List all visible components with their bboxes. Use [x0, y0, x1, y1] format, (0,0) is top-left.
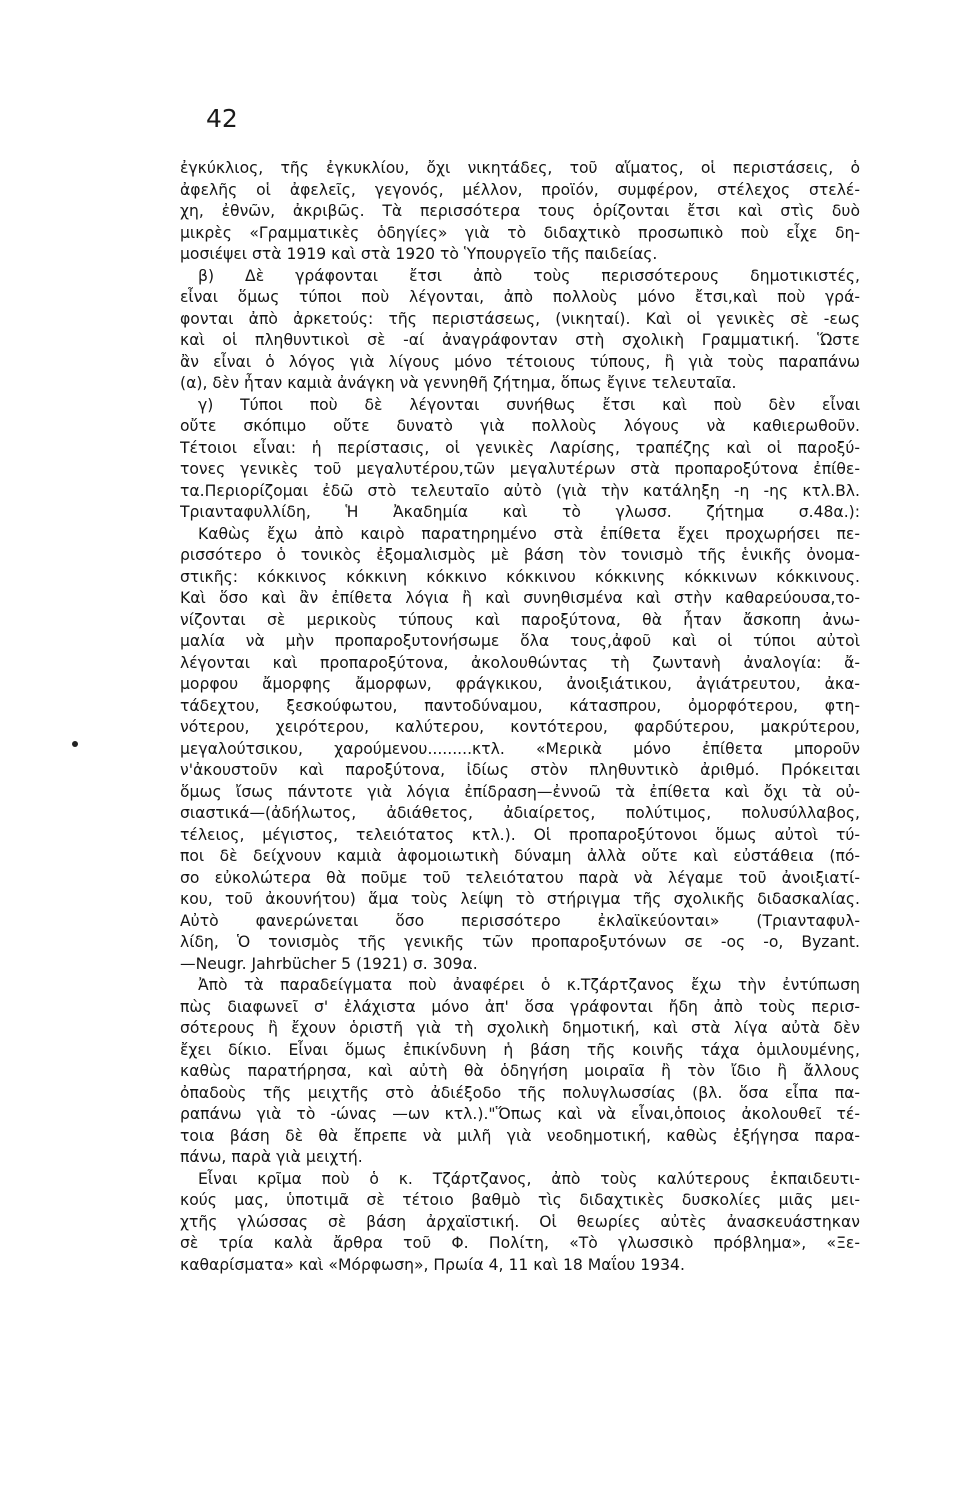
text-line: κου, τοῦ ἀκουνήτου) ἅμα τοὺς λείψη τὸ στήριγμα τῆς σχολικῆς διδασκαλίας. [180, 890, 860, 908]
text-line: νίζονται σὲ μερικοὺς τύπους καὶ παροξύτονα, θὰ ἦταν ἄσκοπη ἀνω- [180, 610, 860, 629]
text-line: ν'ἀκουστοῦν καὶ παροξύτονα, ἰδίως στὸν πληθυντικὸ ἀριθμό. Πρόκειται [180, 761, 860, 779]
text-line: β) Δὲ γράφονται ἔτσι ἀπὸ τοὺς περισσότερους δημοτικιστές, [198, 266, 860, 285]
text-line: ἀφελῆς οἱ ἀφελεῖς, γεγονός, μέλλον, προϊόν, συμφέρον, στέλεχος στελέ- [180, 180, 860, 199]
text-line: λίδη, Ὁ τονισμὸς τῆς γενικῆς τῶν προπαροξυτόνων σε -ος -ο, Byzant. [180, 933, 860, 951]
text-line: στικῆς: κόκκινος κόκκινη κόκκινο κόκκινου κόκκινης κόκκινων κόκκινους. [180, 567, 860, 586]
text-line: γ) Τύποι ποὺ δὲ λέγονται συνήθως ἔτσι καὶ ποὺ δὲν εἶναι [198, 395, 860, 414]
body-text [180, 158, 860, 1276]
text-line: σὲ τρία καλὰ ἄρθρα τοῦ Φ. Πολίτη, «Τὸ γλωσσικὸ πρόβλημα», «Ξε- [180, 1234, 860, 1252]
text-line: ἐγκύκλιος, τῆς ἐγκυκλίου, ὄχι νικητάδες, τοῦ αἵματος, οἱ περιστάσεις, ὁ [180, 159, 860, 177]
text-line: καὶ οἱ πληθυντικοὶ σὲ -αί ἀναγράφονταν στὴ σχολικὴ Γραμματική. Ὥστε [180, 331, 860, 349]
text-line: —Neugr. Jahrbücher 5 (1921) σ. 309α. [180, 954, 478, 973]
text-line: φονται ἀπὸ ἀρκετούς: τῆς περιστάσεως, (νικηταί). Καὶ οἱ γενικὲς σὲ -εως [180, 309, 860, 328]
text-line: σο εὐκολώτερα θὰ ποῦμε τοῦ τελειότατου παρὰ νὰ λέγαμε τοῦ ἀνοιξιατί- [180, 868, 860, 887]
text-line: Καὶ ὅσο καὶ ἂν ἐπίθετα λόγια ἢ καὶ συνηθισμένα καὶ στὴν καθαρεύουσα,το- [180, 589, 860, 607]
text-line: ἔχει δίκιο. Εἶναι ὅμως ἐπικίνδυνη ἡ βάση τῆς κοινῆς τάχα ὁμιλουμένης, [180, 1040, 860, 1059]
text-line: καθαρίσματα» καὶ «Μόρφωση», Πρωία 4, 11 καὶ 18 Μαΐου 1934. [180, 1255, 685, 1274]
text-line: σιαστικά—(ἀδήλωτος, ἀδιάθετος, ἀδιαίρετος, πολύτιμος, πολυσύλλαβος, [180, 804, 860, 822]
text-line: ποι δὲ δείχνουν καμιὰ ἀφομοιωτικὴ δύναμη ἀλλὰ οὔτε καὶ εὐστάθεια (πό- [180, 847, 860, 865]
margin-mark [72, 741, 78, 747]
text-line: μοσιέψει στὰ 1919 καὶ στὰ 1920 τὸ Ὑπουργεῖο τῆς παιδείας. [180, 245, 658, 263]
text-line: τάδεχτου, ξεσκούφωτου, παντοδύναμου, κάτασπρου, ὀμορφότερου, φτη- [180, 696, 860, 715]
text-line: Αὐτὸ φανερώνεται ὅσο περισσότερο ἐκλαϊκεύονται» (Τριανταφυλ- [180, 911, 860, 930]
text-line: χτῆς γλώσσας σὲ βάση ἀρχαϊστική. Οἱ θεωρίες αὐτὲς ἀνασκευάστηκαν [180, 1212, 860, 1231]
text-line: λέγονται καὶ προπαροξύτονα, ἀκολουθώντας τὴ ζωντανὴ ἀναλογία: ἄ- [180, 653, 860, 672]
text-line: νότερου, χειρότερου, καλύτερου, κοντότερου, φαρδύτερου, μακρύτερου, [180, 718, 860, 736]
text-line: τονες γενικὲς τοῦ μεγαλυτέρου,τῶν μεγαλυτέρων στὰ προπαροξύτονα ἐπίθε- [180, 460, 860, 478]
text-line: χη, ἐθνῶν, ἀκριβῶς. Τὰ περισσότερα τους ὁρίζονται ἔτσι καὶ στὶς δυὸ [180, 202, 860, 220]
text-line: Τέτοιοι εἶναι: ἡ περίστασις, οἱ γενικὲς Λαρίσης, τραπέζης καὶ οἱ παροξύ- [180, 438, 860, 457]
text-line: μαλία νὰ μὴν προπαροξυτονήσωμε ὅλα τους,ἀφοῦ καὶ οἱ τύποι αὐτοὶ [180, 632, 860, 650]
text-line: τα.Περιορίζομαι ἐδῶ στὸ τελευταῖο αὐτὸ (γιὰ τὴν κατάληξη -η -ης κτλ.Βλ. [180, 481, 860, 500]
text-line: Ἀπὸ τὰ παραδείγματα ποὺ ἀναφέρει ὁ κ.Τζάρτζανος ἔχω τὴν ἐντύπωση [198, 976, 860, 994]
text-line: ὀπαδοὺς τῆς μειχτῆς στὸ ἀδιέξοδο τῆς πολυγλωσσίας (βλ. ὅσα εἶπα πα- [180, 1083, 860, 1102]
text-line: ρισσότερο ὁ τονικὸς ἐξομαλισμὸς μὲ βάση τὸν τονισμὸ τῆς ἑνικῆς ὀνομα- [180, 546, 860, 564]
text-line: οὔτε σκόπιμο οὔτε δυνατὸ γιὰ πολλοὺς λόγους νὰ καθιερωθοῦν. [180, 417, 860, 435]
text-line: πὼς διαφωνεῖ σ' ἐλάχιστα μόνο ἀπ' ὅσα γράφονται ἤδη ἀπὸ τοὺς περισ- [180, 997, 860, 1016]
text-line: μορφου ἄμορφης ἄμορφων, φράγκικου, ἀνοιξιάτικου, ἀγιάτρευτου, ἀκα- [180, 675, 860, 693]
text-line: (α), δὲν ἦταν καμιὰ ἀνάγκη νὰ γεννηθῆ ζήτημα, ὅπως ἔγινε τελευταῖα. [180, 374, 737, 392]
text-line: καθὼς παρατήρησα, καὶ αὐτὴ θὰ ὁδηγήση μοιραῖα ἢ τὸν ἴδιο ἢ ἄλλους [180, 1062, 860, 1080]
text-line: κούς μας, ὑποτιμᾶ σὲ τέτοιο βαθμὸ τὶς διδαχτικὲς δυσκολίες μιᾶς μει- [180, 1191, 860, 1209]
text-line: πάνω, παρὰ γιὰ μειχτή. [180, 1148, 363, 1166]
text-line: σότερους ἢ ἔχουν ὁριστῆ γιὰ τὴ σχολικὴ δημοτική, καὶ στὰ λίγα αὐτὰ δὲν [180, 1019, 860, 1037]
text-line: μικρὲς «Γραμματικὲς ὁδηγίες» γιὰ τὸ διδαχτικὸ προσωπικὸ ποὺ εἶχε δη- [180, 223, 860, 242]
text-line: ὅμως ἴσως πάντοτε γιὰ λόγια ἐπίδραση—ἐννοῶ τὰ ἐπίθετα καὶ ὄχι τὰ οὐ- [180, 782, 860, 801]
page-number: 42 [206, 104, 238, 133]
text-line: Εἶναι κρῖμα ποὺ ὁ κ. Τζάρτζανος, ἀπὸ τοὺς καλύτερους ἐκπαιδευτι- [198, 1169, 860, 1188]
text-line: μεγαλούτσικου, χαρούμενου.........κτλ. «Μερικὰ μόνο ἐπίθετα μποροῦν [180, 739, 860, 758]
text-line: ραπάνω γιὰ τὸ -ώνας —ων κτλ.)."Ὅπως καὶ νὰ εἶναι,ὁποιος ἀκολουθεῖ τέ- [180, 1105, 860, 1123]
text-line: ἂν εἶναι ὁ λόγος γιὰ λίγους μόνο τέτοιους τύπους, ἢ γιὰ τοὺς παραπάνω [180, 352, 860, 371]
text-line: Καθὼς ἔχω ἀπὸ καιρὸ παρατηρημένο στὰ ἐπίθετα ἔχει προχωρήσει πε- [198, 524, 860, 543]
text-line: Τριανταφυλλίδη, Ἡ Ἀκαδημία καὶ τὸ γλωσσ. ζήτημα σ.48α.): [180, 503, 860, 521]
text-line: τοια βάση δὲ θὰ ἔπρεπε νὰ μιλῆ γιὰ νεοδημοτική, καθὼς ἐξήγησα παρα- [180, 1126, 860, 1145]
text-line: εἶναι ὅμως τύποι ποὺ λέγονται, ἀπὸ πολλοὺς μόνο ἔτσι,καὶ ποὺ γρά- [180, 288, 860, 306]
text-line: τέλειος, μέγιστος, τελειότατος κτλ.). Οἱ προπαροξύτονοι ὅμως αὐτοὶ τύ- [180, 825, 860, 844]
